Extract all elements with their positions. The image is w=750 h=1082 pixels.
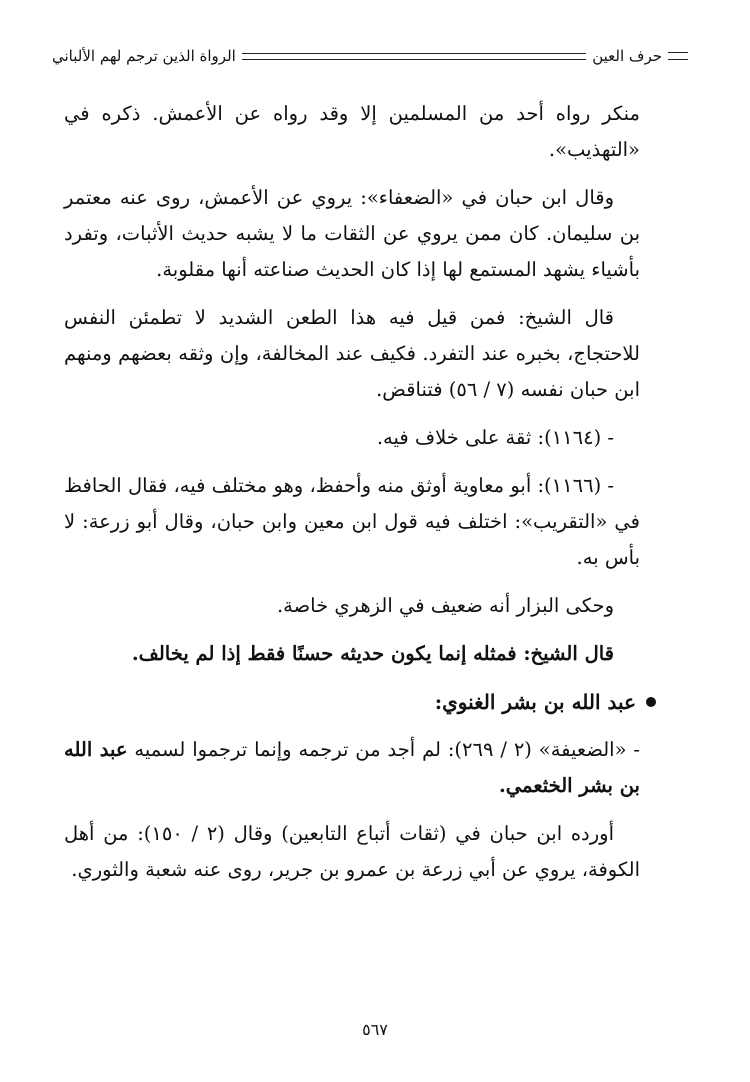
sheikh-statement: قال الشيخ: فمثله إنما يكون حديثه حسنًا فقط إذا لم يخالف.	[131, 642, 614, 665]
paragraph-9: أورده ابن حبان في (ثقات أتباع التابعين) وقال (٢ / ١٥٠): من أهل الكوفة، يروي عن أبي زرعة بن عمرو بن جرير، روى عنه شعبة والثوري.	[64, 822, 640, 881]
entry-heading	[64, 684, 656, 720]
header-rule	[242, 53, 586, 60]
bullet-icon	[646, 697, 656, 707]
header-chapter: حرف العين	[592, 47, 662, 65]
paragraph-8-intro: - «الضعيفة» (٢ / ٢٦٩): لم أجد من ترجمه وإنما ترجموا لسميه	[134, 738, 640, 761]
paragraph-2: وقال ابن حبان في «الضعفاء»: يروي عن الأعمش، روى عنه معتمر بن سليمان. كان ممن يروي عن الثقات ما لا يشبه حديث الأثبات، وتفرد بأشياء يشهد المستمع لها إذا كان الحديث صناعته أنها مقلوبة.	[64, 186, 640, 281]
paragraph-8	[64, 732, 640, 804]
running-header	[52, 42, 688, 70]
paragraph-6: وحكى البزار أنه ضعيف في الزهري خاصة.	[276, 594, 614, 617]
paragraph-5: - (١١٦٦): أبو معاوية أوثق منه وأحفظ، وهو مختلف فيه، فقال الحافظ في «التقريب»: اختلف فيه قول ابن معين وابن حبان، وقال أبو زرعة: لا بأس به.	[64, 474, 640, 569]
paragraph-3: قال الشيخ: فمن قيل فيه هذا الطعن الشديد لا تطمئن النفس للاحتجاج، بخبره عند التفرد. فكيف عند المخالفة، وإن وثقه بعضهم ومنهم ابن حبان نفسه (٧ / ٥٦) فتناقض.	[64, 306, 640, 401]
page-body	[64, 96, 640, 900]
page-number: ٥٦٧	[362, 1020, 388, 1039]
paragraph-4: - (١١٦٤): ثقة على خلاف فيه.	[376, 426, 614, 449]
paragraph-8-name: عبد الله بن بشر الخثعمي.	[64, 738, 640, 797]
header-book-title: الرواة الذين ترجم لهم الألباني	[52, 47, 236, 65]
paragraph-1: منكر رواه أحد من المسلمين إلا وقد رواه عن الأعمش. ذكره في «التهذيب».	[64, 102, 640, 161]
header-ornament	[668, 52, 688, 60]
entry-heading-text: عبد الله بن بشر الغنوي:	[434, 690, 636, 714]
